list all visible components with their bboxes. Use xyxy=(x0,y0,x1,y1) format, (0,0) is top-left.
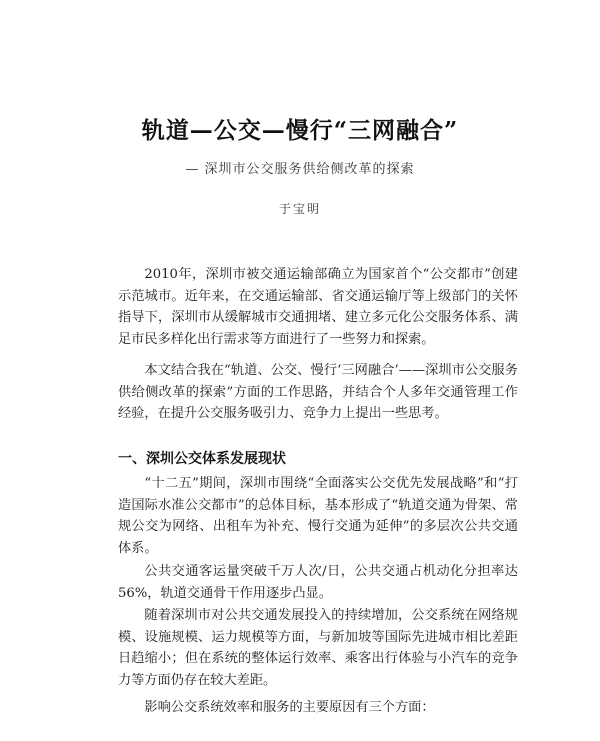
body-paragraph-1: “十二五”期间，深圳市围绕“全面落实公交优先发展战略”和“打造国际水准公交都市”的总体目标，基本形成了“轨道交通为骨架、常规公交为网络、出租车为补充、慢行交通为延伸”的多层次公共交通体系。 xyxy=(118,476,518,556)
section-heading: 一、深圳公交体系发展现状 xyxy=(118,451,286,467)
article-author: 于宝明 xyxy=(278,202,321,216)
intro-paragraph-1: 2010年，深圳市被交通运输部确立为国家首个“公交都市”创建示范城市。近年来，在交通运输部、省交通运输厅等上级部门的关怀指导下，深圳市从缓解城市交通拥堵、建立多元化公交服务体系、满足市民多样化出行需求等方面进行了一些努力和探索。 xyxy=(118,267,518,347)
intro-paragraph-2: 本文结合我在“轨道、公交、慢行‘三网融合’——深圳市公交服务供给侧改革的探索”方面的工作思路，并结合个人多年交通管理工作经验，在提升公交服务吸引力、竞争力上提出一些思考。 xyxy=(118,363,518,421)
article-subtitle: — 深圳市公交服务供给侧改革的探索 xyxy=(185,162,415,177)
body-paragraph-4: 影响公交系统效率和服务的主要原因有三个方面： xyxy=(144,700,435,715)
article-title: 轨道—公交—慢行“三网融合” xyxy=(141,117,459,144)
body-paragraph-3: 随着深圳市对公共交通发展投入的持续增加，公交系统在网络规模、设施规模、运力规模等方面，与新加坡等国际先进城市相比差距日趋缩小；但在系统的整体运行效率、乘客出行体验与小汽车的竞争力等方面仍存在较大差距。 xyxy=(118,608,518,688)
body-paragraph-2: 公共交通客运量突破千万人次/日，公共交通占机动化分担率达56%，轨道交通骨干作用逐步凸显。 xyxy=(118,564,518,601)
